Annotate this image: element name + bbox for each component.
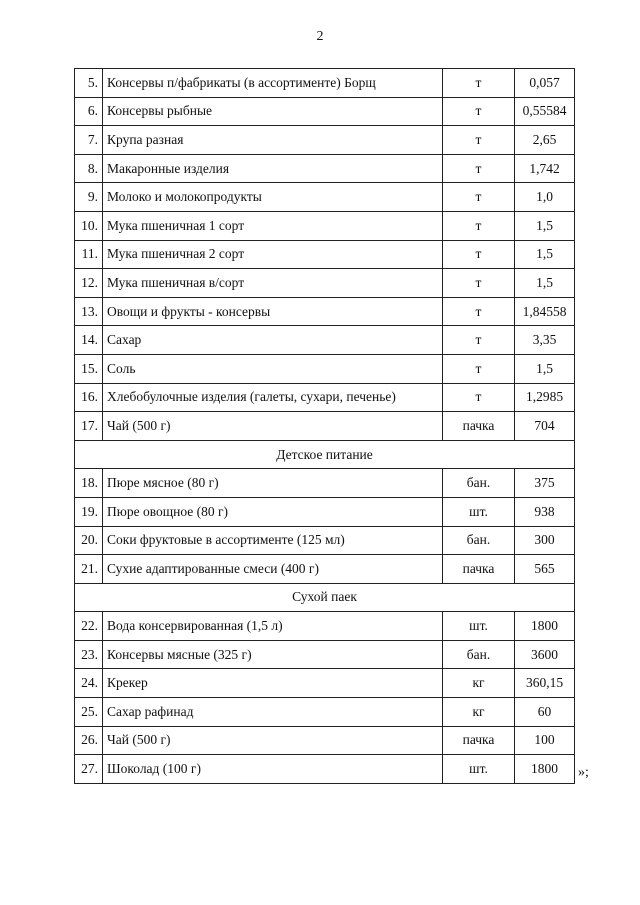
row-number: 21.: [75, 555, 103, 584]
item-unit: т: [443, 297, 515, 326]
table-row: [75, 698, 575, 727]
item-quantity: 1,5: [515, 269, 575, 298]
row-number: 20.: [75, 526, 103, 555]
item-unit: т: [443, 126, 515, 155]
table-row: [75, 755, 575, 784]
item-unit: пачка: [443, 726, 515, 755]
row-number: 24.: [75, 669, 103, 698]
table-row: [75, 726, 575, 755]
table-row: [75, 69, 575, 98]
item-unit: т: [443, 154, 515, 183]
table-row: [75, 526, 575, 555]
table-row: [75, 154, 575, 183]
item-quantity: 100: [515, 726, 575, 755]
item-unit: т: [443, 211, 515, 240]
row-number: 16.: [75, 383, 103, 412]
item-name: Хлебобулочные изделия (галеты, сухари, печенье): [103, 383, 443, 412]
item-unit: бан.: [443, 469, 515, 498]
section-title: Сухой паек: [75, 583, 575, 612]
item-unit: шт.: [443, 755, 515, 784]
item-name: Мука пшеничная 1 сорт: [103, 211, 443, 240]
table-row: [75, 126, 575, 155]
item-quantity: 360,15: [515, 669, 575, 698]
item-quantity: 1,5: [515, 211, 575, 240]
item-quantity: 3600: [515, 640, 575, 669]
page-number: 2: [316, 29, 324, 44]
item-name: Сахар рафинад: [103, 698, 443, 727]
section-title: Детское питание: [75, 440, 575, 469]
item-name: Шоколад (100 г): [103, 755, 443, 784]
item-unit: пачка: [443, 412, 515, 441]
item-name: Мука пшеничная 2 сорт: [103, 240, 443, 269]
item-name: Консервы мясные (325 г): [103, 640, 443, 669]
item-name: Пюре овощное (80 г): [103, 497, 443, 526]
item-unit: пачка: [443, 555, 515, 584]
table-row: [75, 497, 575, 526]
table-row: [75, 612, 575, 641]
item-name: Сахар: [103, 326, 443, 355]
item-quantity: 2,65: [515, 126, 575, 155]
table-row: [75, 469, 575, 498]
row-number: 11.: [75, 240, 103, 269]
item-quantity: 3,35: [515, 326, 575, 355]
row-number: 13.: [75, 297, 103, 326]
item-unit: т: [443, 69, 515, 98]
item-name: Мука пшеничная в/сорт: [103, 269, 443, 298]
row-number: 14.: [75, 326, 103, 355]
table-row: [75, 269, 575, 298]
item-quantity: 60: [515, 698, 575, 727]
row-number: 12.: [75, 269, 103, 298]
item-name: Соль: [103, 354, 443, 383]
item-quantity: 0,55584: [515, 97, 575, 126]
item-quantity: 375: [515, 469, 575, 498]
table-row: [75, 183, 575, 212]
item-name: Макаронные изделия: [103, 154, 443, 183]
item-name: Соки фруктовые в ассортименте (125 мл): [103, 526, 443, 555]
table-row: [75, 555, 575, 584]
item-quantity: 1800: [515, 755, 575, 784]
section-header-row: [75, 440, 575, 469]
item-quantity: 938: [515, 497, 575, 526]
table-row: [75, 211, 575, 240]
item-quantity: 565: [515, 555, 575, 584]
item-name: Консервы рыбные: [103, 97, 443, 126]
table-row: [75, 97, 575, 126]
row-number: 17.: [75, 412, 103, 441]
closing-quote-mark: »;: [578, 765, 589, 780]
row-number: 6.: [75, 97, 103, 126]
item-quantity: 704: [515, 412, 575, 441]
row-number: 18.: [75, 469, 103, 498]
item-quantity: 1,5: [515, 354, 575, 383]
item-unit: т: [443, 326, 515, 355]
item-name: Крупа разная: [103, 126, 443, 155]
item-quantity: 1,5: [515, 240, 575, 269]
item-unit: кг: [443, 669, 515, 698]
table-row: [75, 240, 575, 269]
item-unit: т: [443, 354, 515, 383]
item-unit: кг: [443, 698, 515, 727]
item-unit: т: [443, 97, 515, 126]
item-quantity: 0,057: [515, 69, 575, 98]
row-number: 8.: [75, 154, 103, 183]
item-name: Консервы п/фабрикаты (в ассортименте) Борщ: [103, 69, 443, 98]
item-quantity: 1,0: [515, 183, 575, 212]
table-row: [75, 354, 575, 383]
item-name: Молоко и молокопродукты: [103, 183, 443, 212]
table-row: [75, 326, 575, 355]
row-number: 23.: [75, 640, 103, 669]
row-number: 15.: [75, 354, 103, 383]
item-name: Крекер: [103, 669, 443, 698]
item-quantity: 300: [515, 526, 575, 555]
item-unit: т: [443, 240, 515, 269]
item-name: Сухие адаптированные смеси (400 г): [103, 555, 443, 584]
table-row: [75, 383, 575, 412]
item-unit: т: [443, 383, 515, 412]
item-quantity: 1,742: [515, 154, 575, 183]
item-name: Овощи и фрукты - консервы: [103, 297, 443, 326]
item-name: Чай (500 г): [103, 412, 443, 441]
supplies-table: [74, 68, 575, 784]
item-unit: шт.: [443, 497, 515, 526]
table-row: [75, 640, 575, 669]
item-unit: т: [443, 183, 515, 212]
item-unit: шт.: [443, 612, 515, 641]
row-number: 22.: [75, 612, 103, 641]
row-number: 26.: [75, 726, 103, 755]
table-row: [75, 297, 575, 326]
item-name: Чай (500 г): [103, 726, 443, 755]
item-name: Пюре мясное (80 г): [103, 469, 443, 498]
item-unit: бан.: [443, 526, 515, 555]
row-number: 10.: [75, 211, 103, 240]
item-unit: т: [443, 269, 515, 298]
row-number: 5.: [75, 69, 103, 98]
table-row: [75, 669, 575, 698]
item-quantity: 1800: [515, 612, 575, 641]
table-row: [75, 412, 575, 441]
section-header-row: [75, 583, 575, 612]
row-number: 7.: [75, 126, 103, 155]
item-quantity: 1,84558: [515, 297, 575, 326]
row-number: 9.: [75, 183, 103, 212]
supplies-table-body: [75, 69, 575, 784]
row-number: 25.: [75, 698, 103, 727]
item-unit: бан.: [443, 640, 515, 669]
row-number: 19.: [75, 497, 103, 526]
item-quantity: 1,2985: [515, 383, 575, 412]
row-number: 27.: [75, 755, 103, 784]
item-name: Вода консервированная (1,5 л): [103, 612, 443, 641]
